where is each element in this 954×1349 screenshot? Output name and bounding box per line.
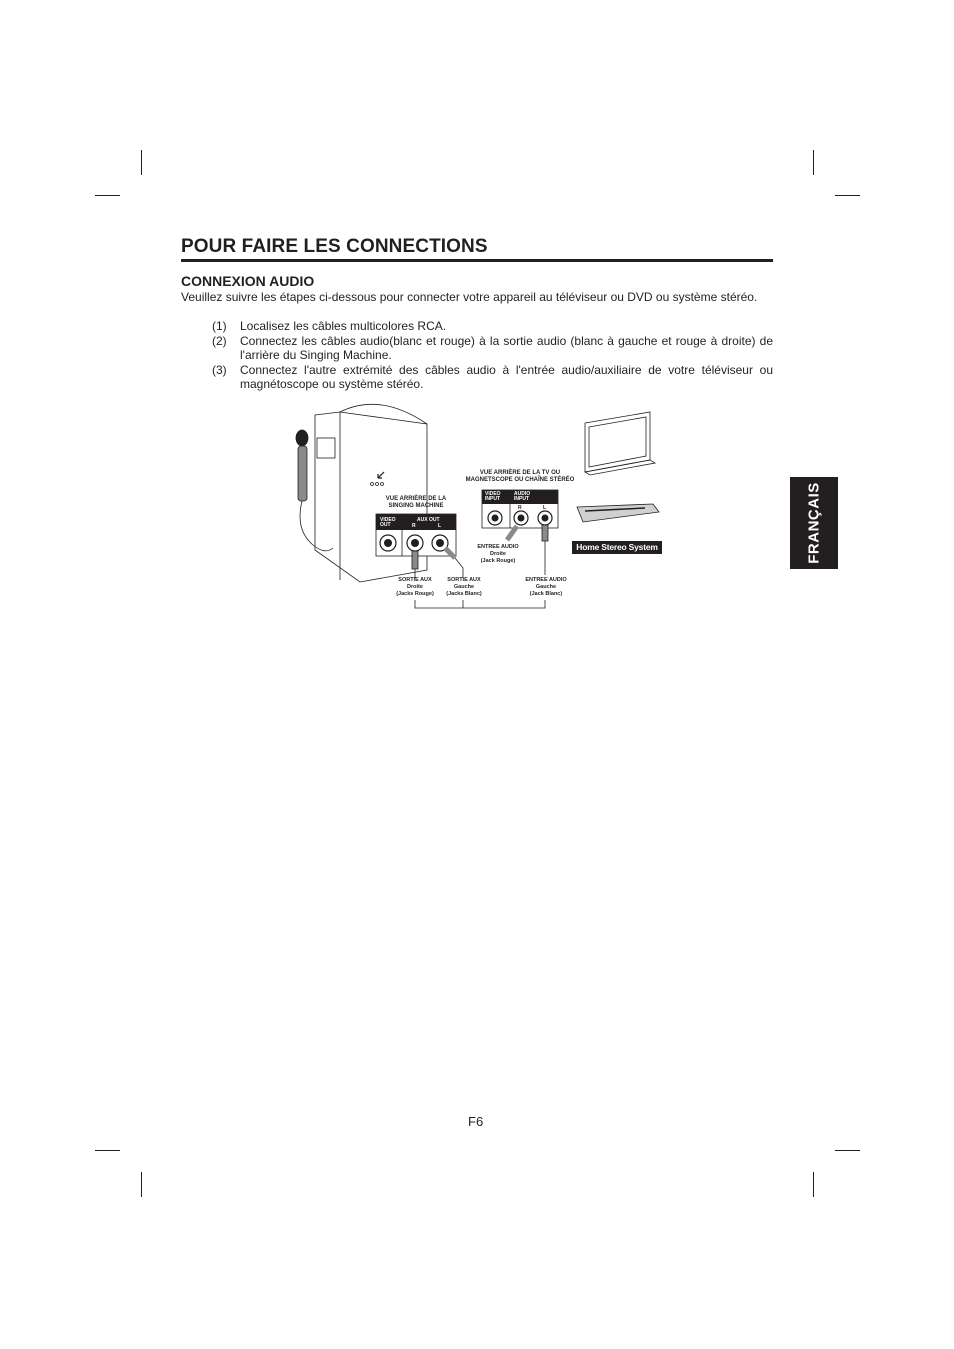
jack-icon <box>514 511 528 525</box>
tv-rear-label: VUE ARRIÈRE DE LA TV OU MAGNETSCOPE OU CHAÎNE STÉRÉO <box>465 470 575 483</box>
jack-dot-icon <box>376 483 379 486</box>
step-number: (1) <box>212 319 227 333</box>
audio-l-label: L <box>543 505 547 511</box>
step-text: Connectez les câbles audio(blanc et rouge) à la sortie audio (blanc à gauche et rouge à droite) de l'arrière du Singing Machine. <box>240 333 773 362</box>
step-text: Localisez les câbles multicolores RCA. <box>240 319 447 333</box>
entree-gauche-label: ENTREE AUDIO Gauche (Jack Blanc) <box>525 577 567 597</box>
audio-r-label: R <box>518 505 522 511</box>
machine-rear-label: VUE ARRIÈRE DE LA SINGING MACHINE <box>385 496 447 509</box>
jack-icon <box>407 535 423 551</box>
jack-icon <box>380 535 396 551</box>
list-item <box>212 319 773 334</box>
microphone-cord <box>300 501 333 551</box>
entree-droite-label: ENTREE AUDIO Droite (Jack Rouge) <box>477 544 519 564</box>
crop-mark <box>95 195 120 196</box>
crop-mark <box>813 1172 814 1197</box>
tv-screen-icon <box>585 412 650 472</box>
jack-icon <box>538 511 552 525</box>
rca-plug-icon <box>542 525 548 541</box>
language-tab-label: FRANÇAIS <box>805 482 823 564</box>
video-out-label: VIDEO OUT <box>380 517 396 528</box>
aux-out-label: AUX OUT <box>417 517 440 523</box>
crop-mark <box>95 1150 120 1151</box>
aux-l-label: L <box>438 523 442 529</box>
jack-icon <box>488 511 502 525</box>
microphone-handle-icon <box>298 446 307 501</box>
list-item <box>212 363 773 392</box>
stereo-unit-icon <box>577 504 659 522</box>
step-number: (2) <box>212 333 227 348</box>
video-input-label: VIDEO INPUT <box>485 491 501 502</box>
aux-r-label: R <box>412 523 416 529</box>
home-stereo-label: Home Stereo System <box>572 541 662 554</box>
rca-plug-icon <box>412 551 418 569</box>
crop-mark <box>141 1172 142 1197</box>
jack-dot-icon <box>371 483 374 486</box>
steps-list <box>212 319 773 392</box>
machine-side-panel <box>317 438 335 458</box>
list-item <box>212 334 773 363</box>
audio-input-label: AUDIO INPUT <box>514 491 531 502</box>
crop-mark <box>141 150 142 175</box>
page-number: F6 <box>468 1114 484 1129</box>
sortie-droite-label: SORTIE AUX Droite (Jacks Rouge) <box>396 577 434 597</box>
crop-mark <box>835 195 860 196</box>
jack-dot-icon <box>381 483 384 486</box>
language-tab <box>790 477 838 569</box>
step-number: (3) <box>212 362 227 377</box>
step-text: Connectez l'autre extrémité des câbles audio à l'entrée audio/auxiliaire de votre téléviseur ou magnétoscope ou système stéréo. <box>240 362 773 391</box>
connection-diagram <box>285 400 675 612</box>
intro-paragraph: Veuillez suivre les étapes ci-dessous pour connecter votre appareil au téléviseur ou DVD ou système stéréo. <box>181 290 758 304</box>
page-title: POUR FAIRE LES CONNECTIONS <box>181 236 488 257</box>
title-rule <box>181 259 773 262</box>
sortie-gauche-label: SORTIE AUX Gauche (Jacks Blanc) <box>446 577 482 597</box>
arrow-icon <box>378 472 384 478</box>
section-title: CONNEXION AUDIO <box>181 273 315 289</box>
crop-mark <box>813 150 814 175</box>
microphone-head-icon <box>296 430 308 446</box>
crop-mark <box>835 1150 860 1151</box>
